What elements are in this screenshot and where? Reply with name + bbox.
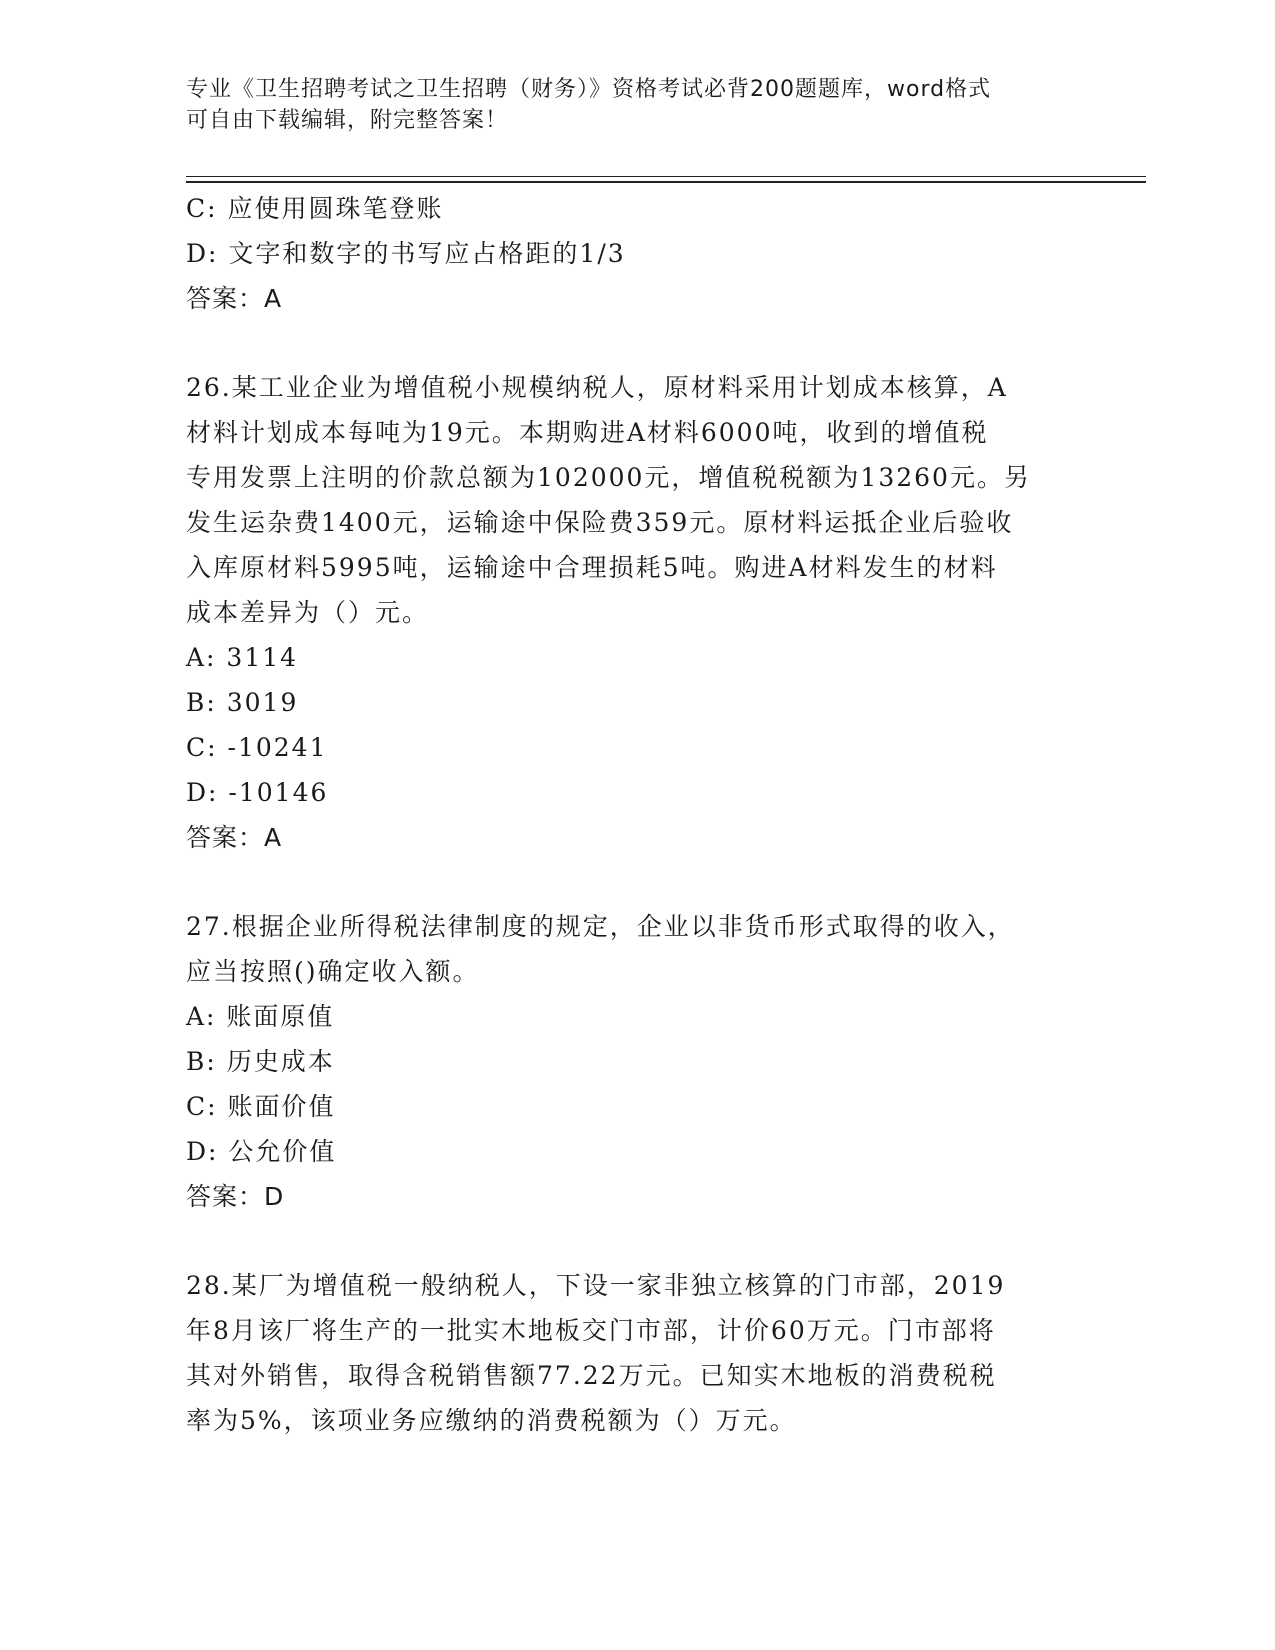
header-divider-thin xyxy=(186,176,1146,177)
document-body xyxy=(186,186,1086,1443)
question-text-line: 年8月该厂将生产的一批实木地板交门市部，计价60万元。门市部将 xyxy=(186,1316,996,1345)
option-c: C: -10241 xyxy=(186,733,328,762)
question-text-line: 发生运杂费1400元，运输途中保险费359元。原材料运抵企业后验收 xyxy=(186,508,1014,537)
answer: 答案：D xyxy=(186,1182,285,1211)
question-28 xyxy=(186,1263,1086,1443)
question-text-line: 专用发票上注明的价款总额为102000元，增值税税额为13260元。另 xyxy=(186,463,1031,492)
header-divider-thick xyxy=(186,181,1146,183)
option-d: D: 文字和数字的书写应占格距的1/3 xyxy=(186,239,626,268)
option-b: B: 3019 xyxy=(186,688,299,717)
question-text-line: 入库原材料5995吨，运输途中合理损耗5吨。购进A材料发生的材料 xyxy=(186,553,998,582)
spacer xyxy=(186,1219,1086,1263)
answer: 答案：A xyxy=(186,284,283,313)
question-text-line: 率为5%，该项业务应缴纳的消费税额为（）万元。 xyxy=(186,1406,797,1435)
question-27 xyxy=(186,904,1086,1219)
question-text-line: 28.某厂为增值税一般纳税人，下设一家非独立核算的门市部，2019 xyxy=(186,1271,1006,1300)
option-b: B: 历史成本 xyxy=(186,1047,335,1076)
question-text-line: 应当按照()确定收入额。 xyxy=(186,957,480,986)
question-text-line: 其对外销售，取得含税销售额77.22万元。已知实木地板的消费税税 xyxy=(186,1361,997,1390)
option-d: D: -10146 xyxy=(186,778,329,807)
document-header xyxy=(186,74,1066,136)
option-c: C: 应使用圆珠笔登账 xyxy=(186,194,444,223)
header-line-1: 专业《卫生招聘考试之卫生招聘（财务）》资格考试必背200题题库，word格式 xyxy=(186,77,992,102)
option-a: A: 账面原值 xyxy=(186,1002,335,1031)
option-a: A: 3114 xyxy=(186,643,299,672)
spacer xyxy=(186,321,1086,365)
question-25-tail xyxy=(186,186,1086,321)
question-text-line: 成本差异为（）元。 xyxy=(186,598,430,627)
question-text-line: 27.根据企业所得税法律制度的规定，企业以非货币形式取得的收入， xyxy=(186,912,1015,941)
answer: 答案：A xyxy=(186,823,283,852)
question-text-line: 材料计划成本每吨为19元。本期购进A材料6000吨，收到的增值税 xyxy=(186,418,989,447)
option-d: D: 公允价值 xyxy=(186,1137,337,1166)
option-c: C: 账面价值 xyxy=(186,1092,336,1121)
spacer xyxy=(186,860,1086,904)
question-text-line: 26.某工业企业为增值税小规模纳税人，原材料采用计划成本核算，A xyxy=(186,373,1008,402)
header-line-2: 可自由下载编辑，附完整答案！ xyxy=(186,108,509,133)
question-26 xyxy=(186,365,1086,860)
